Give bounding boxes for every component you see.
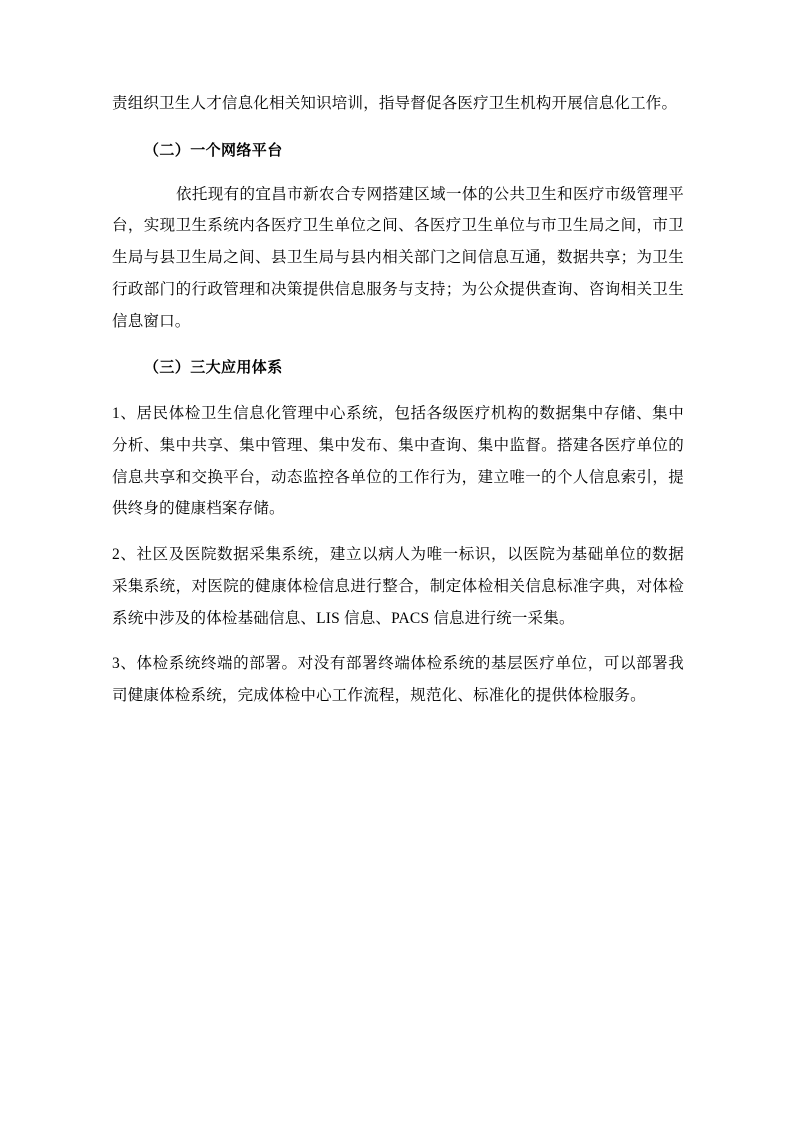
paragraph-item-1: 1、居民体检卫生信息化管理中心系统，包括各级医疗机构的数据集中存储、集中分析、集中共享、集中管理、集中发布、集中查询、集中监督。搭建各医疗单位的信息共享和交换平台，动态监控各单位的工作行为，建立唯一的个人信息索引，提供终身的健康档案存储。 (112, 405, 684, 518)
heading-network-platform: （二）一个网络平台 (144, 141, 283, 159)
paragraph-item-3: 3、体检系统终端的部署。对没有部署终端体检系统的基层医疗单位，可以部署我司健康体检系统，完成体检中心工作流程，规范化、标准化的提供体检服务。 (112, 655, 684, 705)
paragraph-continued: 责组织卫生人才信息化相关知识培训，指导督促各医疗卫生机构开展信息化工作。 (112, 95, 678, 112)
heading-three-application-systems: （三）三大应用体系 (144, 359, 283, 377)
paragraph-item-2: 2、社区及医院数据采集系统，建立以病人为唯一标识，以医院为基础单位的数据采集系统，对医院的健康体检信息进行整合，制定体检相关信息标准字典，对体检系统中涉及的体检基础信息、LIS 信息、PACS 信息进行统一采集。 (112, 546, 684, 627)
bottom-spacer (112, 718, 684, 758)
document-body (112, 88, 684, 758)
paragraph-network-platform: 依托现有的宜昌市新农合专网搭建区域一体的公共卫生和医疗市级管理平台，实现卫生系统内各医疗卫生单位之间、各医疗卫生单位与市卫生局之间，市卫生局与县卫生局之间、县卫生局与县内相关部门之间信息互通，数据共享；为卫生行政部门的行政管理和决策提供信息服务与支持；为公众提供查询、咨询相关卫生信息窗口。 (112, 185, 684, 330)
